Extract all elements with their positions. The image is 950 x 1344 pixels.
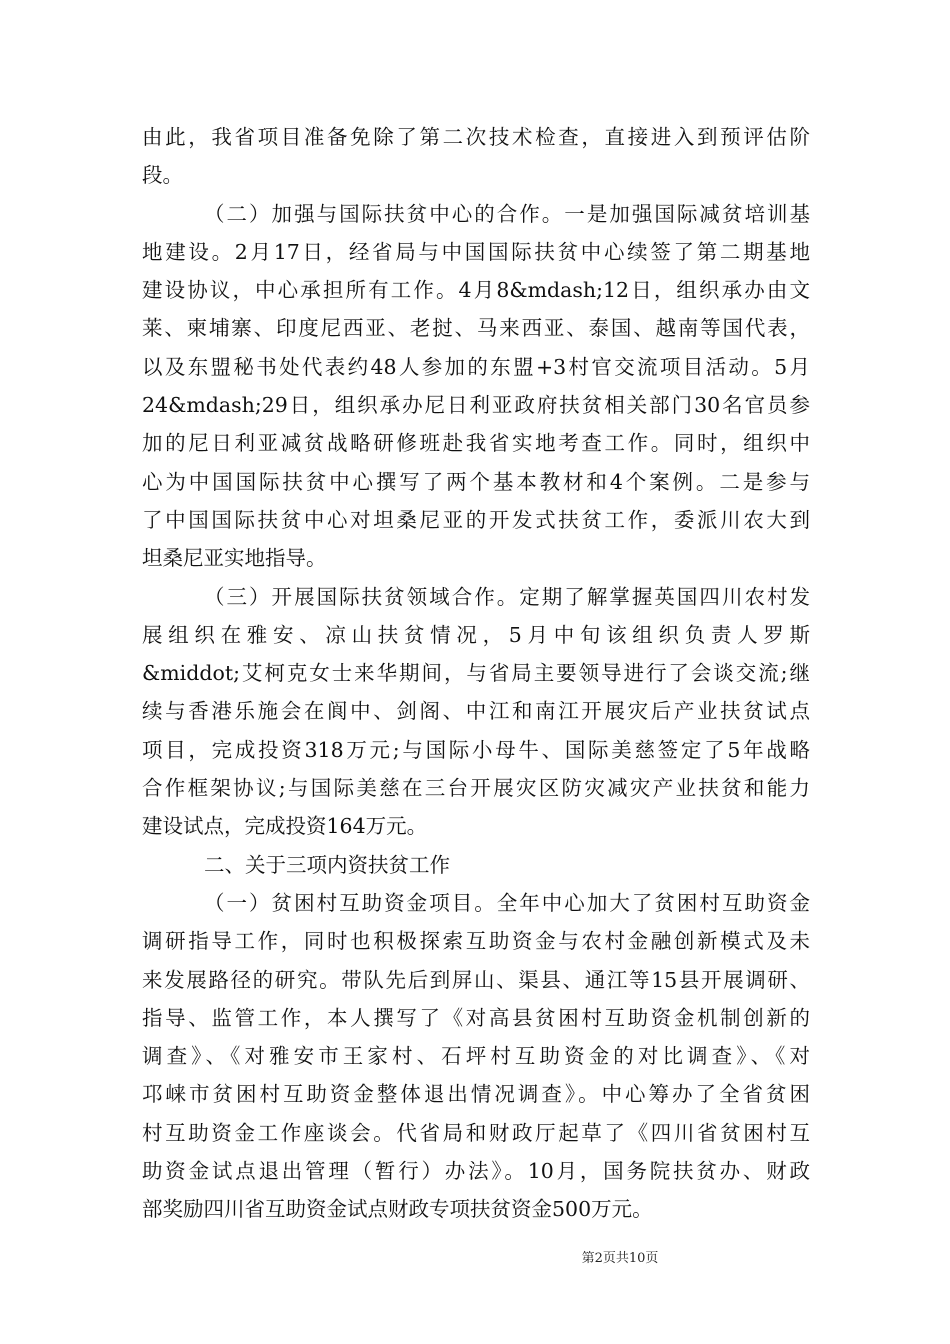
text-line: 部奖励四川省互助资金试点财政专项扶贫资金500万元。 <box>142 1197 653 1222</box>
text-line: 莱、柬埔寨、印度尼西亚、老挝、马来西亚、泰国、越南等国代表， <box>142 316 810 341</box>
text-line: 段。 <box>142 163 183 188</box>
text-line: 建设试点，完成投资164万元。 <box>142 814 428 839</box>
text-line: 村互助资金工作座谈会。代省局和财政厅起草了《四川省贫困村互 <box>142 1120 810 1145</box>
text-line: 指导、监管工作，本人撰写了《对高县贫困村互助资金机制创新的 <box>142 1005 810 1030</box>
page-number: 第2页共10页 <box>581 1251 659 1266</box>
text-line: 加的尼日利亚减贫战略研修班赴我省实地考查工作。同时，组织中 <box>142 431 810 456</box>
text-line: 以及东盟秘书处代表约48人参加的东盟+3村官交流项目活动。5月 <box>142 354 810 379</box>
text-line: 来发展路径的研究。带队先后到屏山、渠县、通江等15县开展调研、 <box>142 967 810 992</box>
text-line: 助资金试点退出管理（暂行）办法》。10月，国务院扶贫办、财政 <box>142 1159 810 1184</box>
text-line: 项目，完成投资318万元;与国际小母牛、国际美慈签定了5年战略 <box>142 737 810 762</box>
text-line: 了中国国际扶贫中心对坦桑尼亚的开发式扶贫工作，委派川农大到 <box>142 507 810 532</box>
text-line: 由此，我省项目准备免除了第二次技术检查，直接进入到预评估阶 <box>142 125 810 149</box>
text-line: （一）贫困村互助资金项目。全年中心加大了贫困村互助资金 <box>204 890 810 915</box>
text-line: 展组织在雅安、凉山扶贫情况，5月中旬该组织负责人罗斯 <box>142 622 810 647</box>
text-line: 24&mdash;29日，组织承办尼日利亚政府扶贫相关部门30名官员参 <box>142 393 810 418</box>
text-line: 续与香港乐施会在阆中、剑阁、中江和南江开展灾后产业扶贫试点 <box>142 699 810 724</box>
text-line: &middot;艾柯克女士来华期间，与省局主要领导进行了会谈交流;继 <box>142 661 810 686</box>
document-body <box>142 118 810 1229</box>
section-heading: 二、关于三项内资扶贫工作 <box>204 852 450 877</box>
text-line: 调研指导工作，同时也积极探索互助资金与农村金融创新模式及未 <box>142 929 810 954</box>
text-line: （三）开展国际扶贫领域合作。定期了解掌握英国四川农村发 <box>204 584 810 609</box>
text-line: （二）加强与国际扶贫中心的合作。一是加强国际减贫培训基 <box>204 201 810 226</box>
text-line: 合作框架协议;与国际美慈在三台开展灾区防灾减灾产业扶贫和能力 <box>142 776 810 801</box>
text-line: 地建设。2月17日，经省局与中国国际扶贫中心续签了第二期基地 <box>142 239 810 264</box>
text-line: 心为中国国际扶贫中心撰写了两个基本教材和4个案例。二是参与 <box>142 469 810 494</box>
text-line: 坦桑尼亚实地指导。 <box>142 546 327 571</box>
text-line: 调查》、《对雅安市王家村、石坪村互助资金的对比调查》、《对 <box>142 1044 810 1069</box>
text-line: 邛崃市贫困村互助资金整体退出情况调查》。中心筹办了全省贫困 <box>142 1082 810 1107</box>
text-line: 建设协议，中心承担所有工作。4月8&mdash;12日，组织承办由文 <box>142 278 810 303</box>
